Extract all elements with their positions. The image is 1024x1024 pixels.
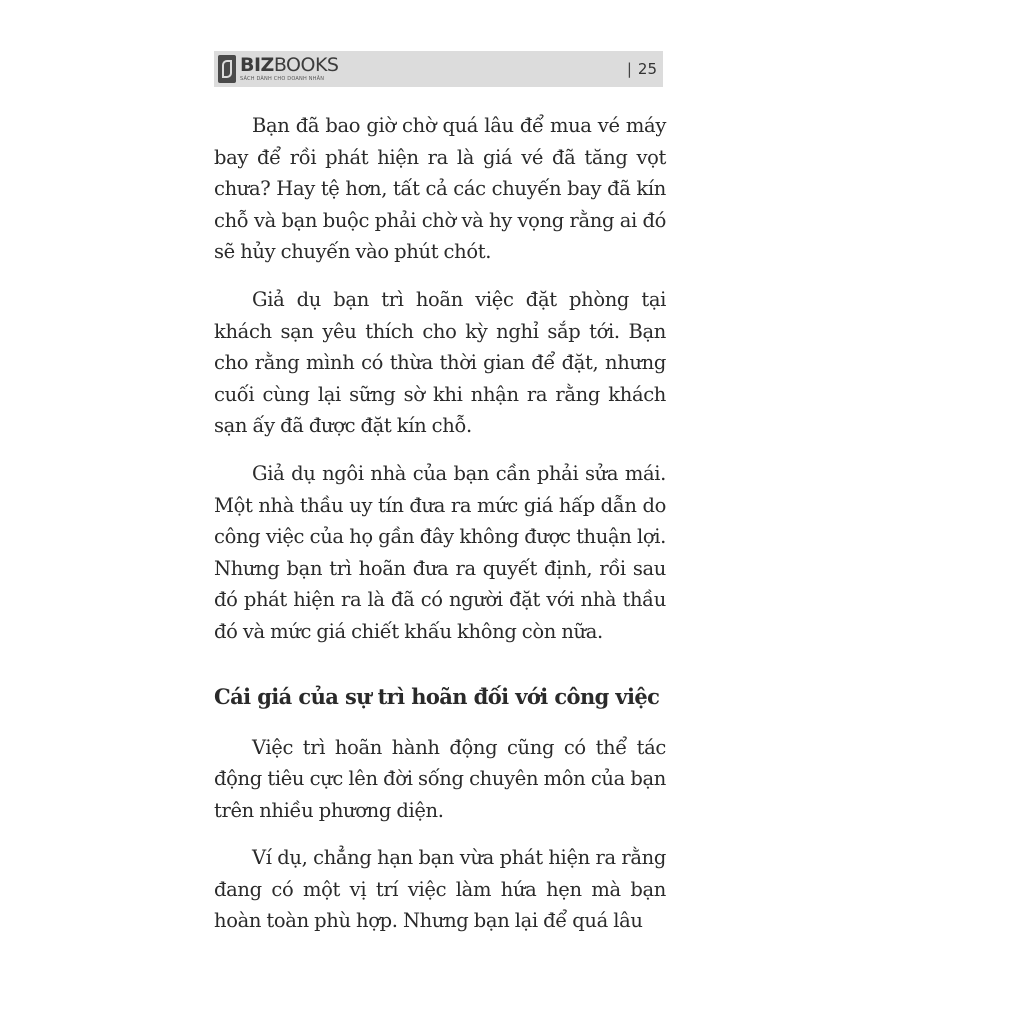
- paragraph-job-example: Ví dụ, chẳng hạn bạn vừa phát hiện ra rằng đang có một vị trí việc làm hứa hẹn mà bạn hoàn toàn phù hợp. Nhưng bạn lại để quá lâu: [214, 846, 666, 933]
- running-header: [214, 51, 663, 87]
- bizbooks-logo-icon: [218, 55, 236, 83]
- page-number-block: [627, 60, 657, 78]
- paragraph-flight-booking: Bạn đã bao giờ chờ quá lâu để mua vé máy bay để rồi phát hiện ra là giá vé đã tăng vọt chưa? Hay tệ hơn, tất cả các chuyến bay đã kín chỗ và bạn buộc phải chờ và hy vọng rằng ai đó sẽ hủy chuyến vào phút chót.: [214, 114, 666, 264]
- logo-text: [240, 56, 338, 82]
- logo-name-bold: BIZ: [240, 54, 274, 76]
- paragraph-hotel-booking: Giả dụ bạn trì hoãn việc đặt phòng tại khách sạn yêu thích cho kỳ nghỉ sắp tới. Bạn cho rằng mình có thừa thời gian để đặt, nhưng cuối cùng lại sững sờ khi nhận ra rằng khách sạn ấy đã được đặt kín chỗ.: [214, 287, 666, 438]
- page-number-separator: |: [626, 60, 632, 78]
- logo-tagline: SÁCH DÀNH CHO DOANH NHÂN: [240, 76, 325, 82]
- logo-name: [240, 56, 338, 75]
- logo-name-light: BOOKS: [273, 54, 339, 76]
- page-number: 25: [637, 60, 657, 78]
- paragraph-professional-impact: Việc trì hoãn hành động cũng có thể tác động tiêu cực lên đời sống chuyên môn của bạn trên nhiều phương diện.: [214, 735, 666, 822]
- paragraph-roof-repair: Giả dụ ngôi nhà của bạn cần phải sửa mái. Một nhà thầu uy tín đưa ra mức giá hấp dẫn do công việc của họ gần đây không được thuận lợi. Nhưng bạn trì hoãn đưa ra quyết định, rồi sau đó phát hiện ra là đã có người đặt với nhà thầu đó và mức giá chiết khấu không còn nữa.: [214, 461, 666, 643]
- section-heading: Cái giá của sự trì hoãn đối với công việc: [214, 683, 660, 709]
- page-body: [214, 110, 666, 937]
- publisher-logo: [218, 54, 338, 84]
